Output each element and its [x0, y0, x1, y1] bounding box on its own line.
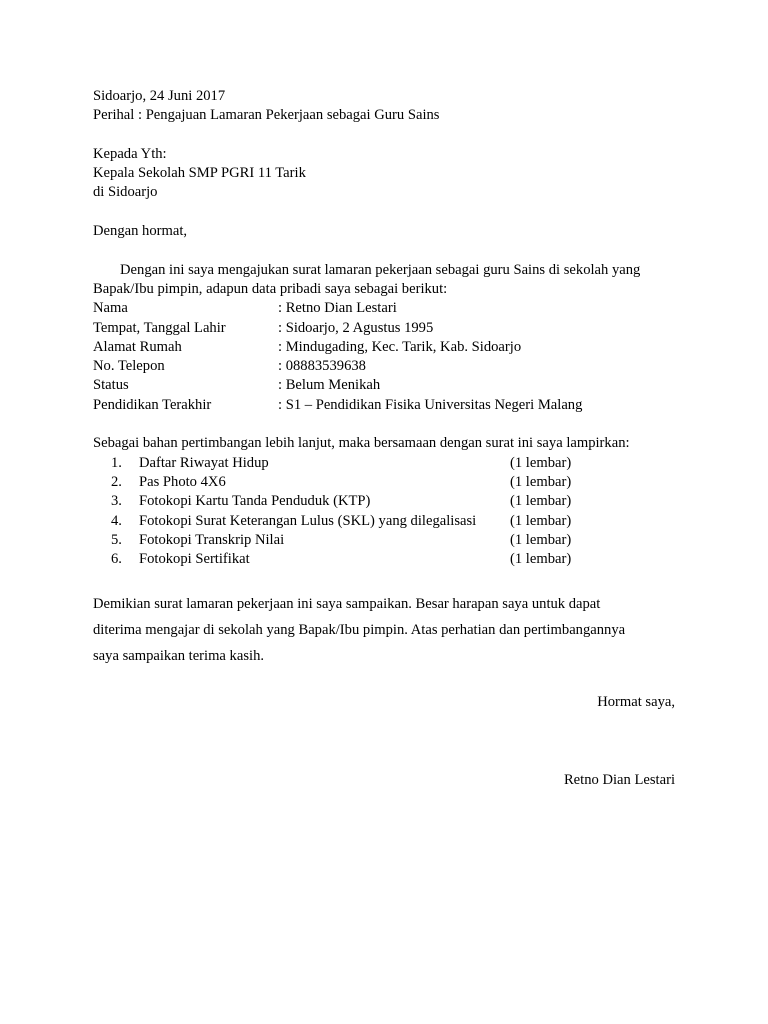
place-date: Sidoarjo, 24 Juni 2017 [93, 88, 226, 104]
sign-off: Hormat saya, [597, 694, 675, 711]
attachment-name: Pas Photo 4X6 [139, 473, 226, 490]
attachment-item [93, 473, 683, 492]
attachment-item [93, 454, 683, 473]
data-value: : Retno Dian Lestari [278, 300, 397, 317]
attachment-quantity: (1 lembar) [510, 531, 572, 548]
personal-data-row [93, 357, 683, 376]
subject-line: Perihal : Pengajuan Lamaran Pekerjaan sebagai Guru Sains [93, 107, 440, 124]
attachment-number: 3. [111, 493, 122, 510]
attachment-name: Daftar Riwayat Hidup [139, 454, 269, 471]
personal-data-row [93, 299, 683, 318]
attachment-quantity: (1 lembar) [510, 473, 572, 490]
attachments-list [93, 454, 683, 570]
closing-paragraph [93, 591, 683, 669]
opening-paragraph-line: Bapak/Ibu pimpin, adapun data pribadi saya sebagai berikut: [93, 280, 448, 297]
closing-line: saya sampaikan terima kasih. [93, 648, 265, 665]
attachment-name: Fotokopi Transkrip Nilai [139, 531, 285, 548]
data-label: Status [93, 377, 129, 394]
attachment-item [93, 531, 683, 550]
recipient-line: Kepala Sekolah SMP PGRI 11 Tarik [93, 165, 306, 182]
attachment-name: Fotokopi Surat Keterangan Lulus (SKL) yang dilegalisasi [139, 512, 477, 529]
attachment-quantity: (1 lembar) [510, 512, 572, 529]
attachment-number: 2. [111, 473, 122, 490]
data-value: : 08883539638 [278, 358, 366, 375]
attachment-number: 5. [111, 531, 122, 548]
personal-data-row [93, 396, 683, 415]
data-value: : Sidoarjo, 2 Agustus 1995 [278, 319, 434, 336]
attachment-item [93, 512, 683, 531]
recipient-line: Kepada Yth: [93, 145, 167, 162]
data-value: : S1 – Pendidikan Fisika Universitas Negeri Malang [278, 396, 583, 413]
data-value: : Mindugading, Kec. Tarik, Kab. Sidoarjo [278, 338, 522, 355]
data-label: Pendidikan Terakhir [93, 396, 212, 413]
personal-data-table [93, 299, 683, 415]
attachments-intro: Sebagai bahan pertimbangan lebih lanjut, maka bersamaan dengan surat ini saya lampirkan: [93, 435, 630, 452]
attachment-quantity: (1 lembar) [510, 454, 572, 471]
attachment-quantity: (1 lembar) [510, 493, 572, 510]
attachment-quantity: (1 lembar) [510, 551, 572, 568]
closing-line: Demikian surat lamaran pekerjaan ini saya sampaikan. Besar harapan saya untuk dapat [93, 596, 601, 613]
letter-body [93, 87, 683, 790]
greeting: Dengan hormat, [93, 223, 188, 240]
personal-data-row [93, 319, 683, 338]
attachment-number: 6. [111, 551, 122, 568]
data-label: No. Telepon [93, 358, 165, 375]
data-label: Nama [93, 300, 128, 317]
opening-paragraph-line: Dengan ini saya mengajukan surat lamaran pekerjaan sebagai guru Sains di sekolah yang [120, 261, 641, 278]
closing-line: diterima mengajar di sekolah yang Bapak/Ibu pimpin. Atas perhatian dan pertimbangannya [93, 622, 626, 639]
attachment-name: Fotokopi Kartu Tanda Penduduk (KTP) [139, 493, 371, 510]
personal-data-row [93, 338, 683, 357]
personal-data-row [93, 376, 683, 395]
data-label: Tempat, Tanggal Lahir [93, 319, 226, 336]
attachment-item [93, 492, 683, 511]
recipient-block [93, 145, 683, 203]
attachment-number: 1. [111, 454, 122, 471]
attachment-item [93, 550, 683, 569]
recipient-line: di Sidoarjo [93, 184, 158, 201]
signer-name: Retno Dian Lestari [563, 771, 675, 788]
attachment-name: Fotokopi Sertifikat [139, 551, 250, 568]
data-value: : Belum Menikah [278, 377, 381, 394]
data-label: Alamat Rumah [93, 338, 182, 355]
attachment-number: 4. [111, 512, 122, 529]
